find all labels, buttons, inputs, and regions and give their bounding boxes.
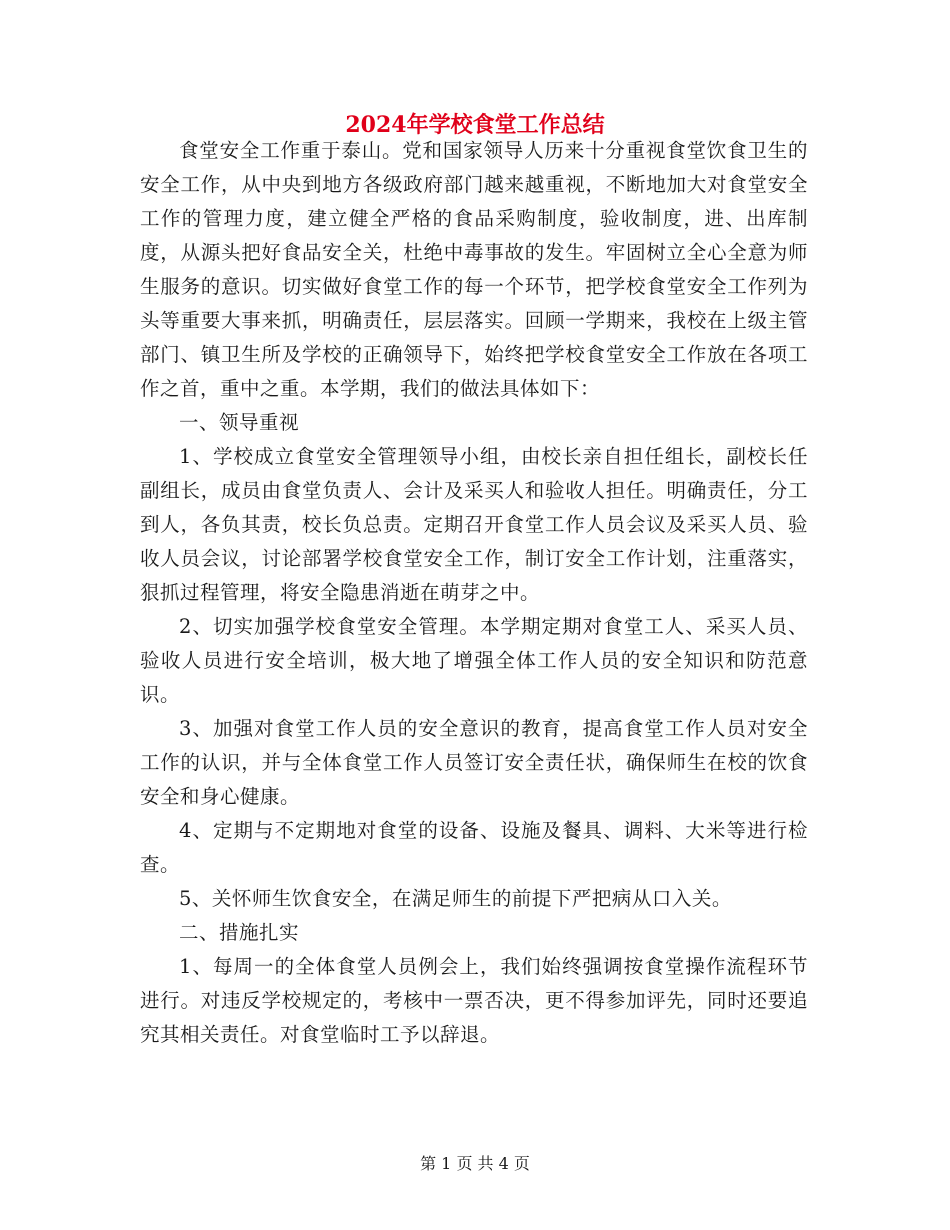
section-heading-measures: 二、措施扎实 <box>179 921 300 944</box>
page-footer: 第 1 页 共 4 页 <box>420 1154 530 1173</box>
paragraph-item-3: 3、加强对食堂工作人员的安全意识的教育，提高食堂工作人员对安全工作的认识，并与全体食堂工作人员签订安全责任状，确保师生在校的饮食安全和身心健康。 <box>140 717 808 808</box>
paragraph-item-4: 4、定期与不定期地对食堂的设备、设施及餐具、调料、大米等进行检查。 <box>140 819 808 876</box>
paragraph-measure-1: 1、每周一的全体食堂人员例会上，我们始终强调按食堂操作流程环节进行。对违反学校规定的，考核中一票否决，更不得参加评先，同时还要追究其相关责任。对食堂临时工予以辞退。 <box>140 955 808 1046</box>
paragraph-item-5: 5、关怀师生饮食安全，在满足师生的前提下严把病从口入关。 <box>179 887 732 910</box>
paragraph-intro: 食堂安全工作重于泰山。党和国家领导人历来十分重视食堂饮食卫生的安全工作，从中央到地方各级政府部门越来越重视，不断地加大对食堂安全工作的管理力度，建立健全严格的食品采购制度，验收制度，进、出库制度，从源头把好食品安全关，杜绝中毒事故的发生。牢固树立全心全意为师生服务的意识。切实做好食堂工作的每一个环节，把学校食堂安全工作列为头等重要大事来抓，明确责任，层层落实。回顾一学期来，我校在上级主管部门、镇卫生所及学校的正确领导下，始终把学校食堂安全工作放在各项工作之首，重中之重。本学期，我们的做法具体如下： <box>140 139 808 400</box>
document-body <box>140 134 808 1052</box>
paragraph-item-2: 2、切实加强学校食堂安全管理。本学期定期对食堂工人、采买人员、验收人员进行安全培训，极大地了增强全体工作人员的安全知识和防范意识。 <box>140 615 808 706</box>
section-heading-leadership: 一、领导重视 <box>179 411 300 434</box>
document-title: 2024年学校食堂工作总结 <box>345 112 605 138</box>
paragraph-item-1: 1、学校成立食堂安全管理领导小组，由校长亲自担任组长，副校长任副组长，成员由食堂负责人、会计及采买人和验收人担任。明确责任，分工到人，各负其责，校长负总责。定期召开食堂工作人员会议及采买人员、验收人员会议，讨论部署学校食堂安全工作，制订安全工作计划，注重落实，狠抓过程管理，将安全隐患消逝在萌芽之中。 <box>140 445 808 604</box>
